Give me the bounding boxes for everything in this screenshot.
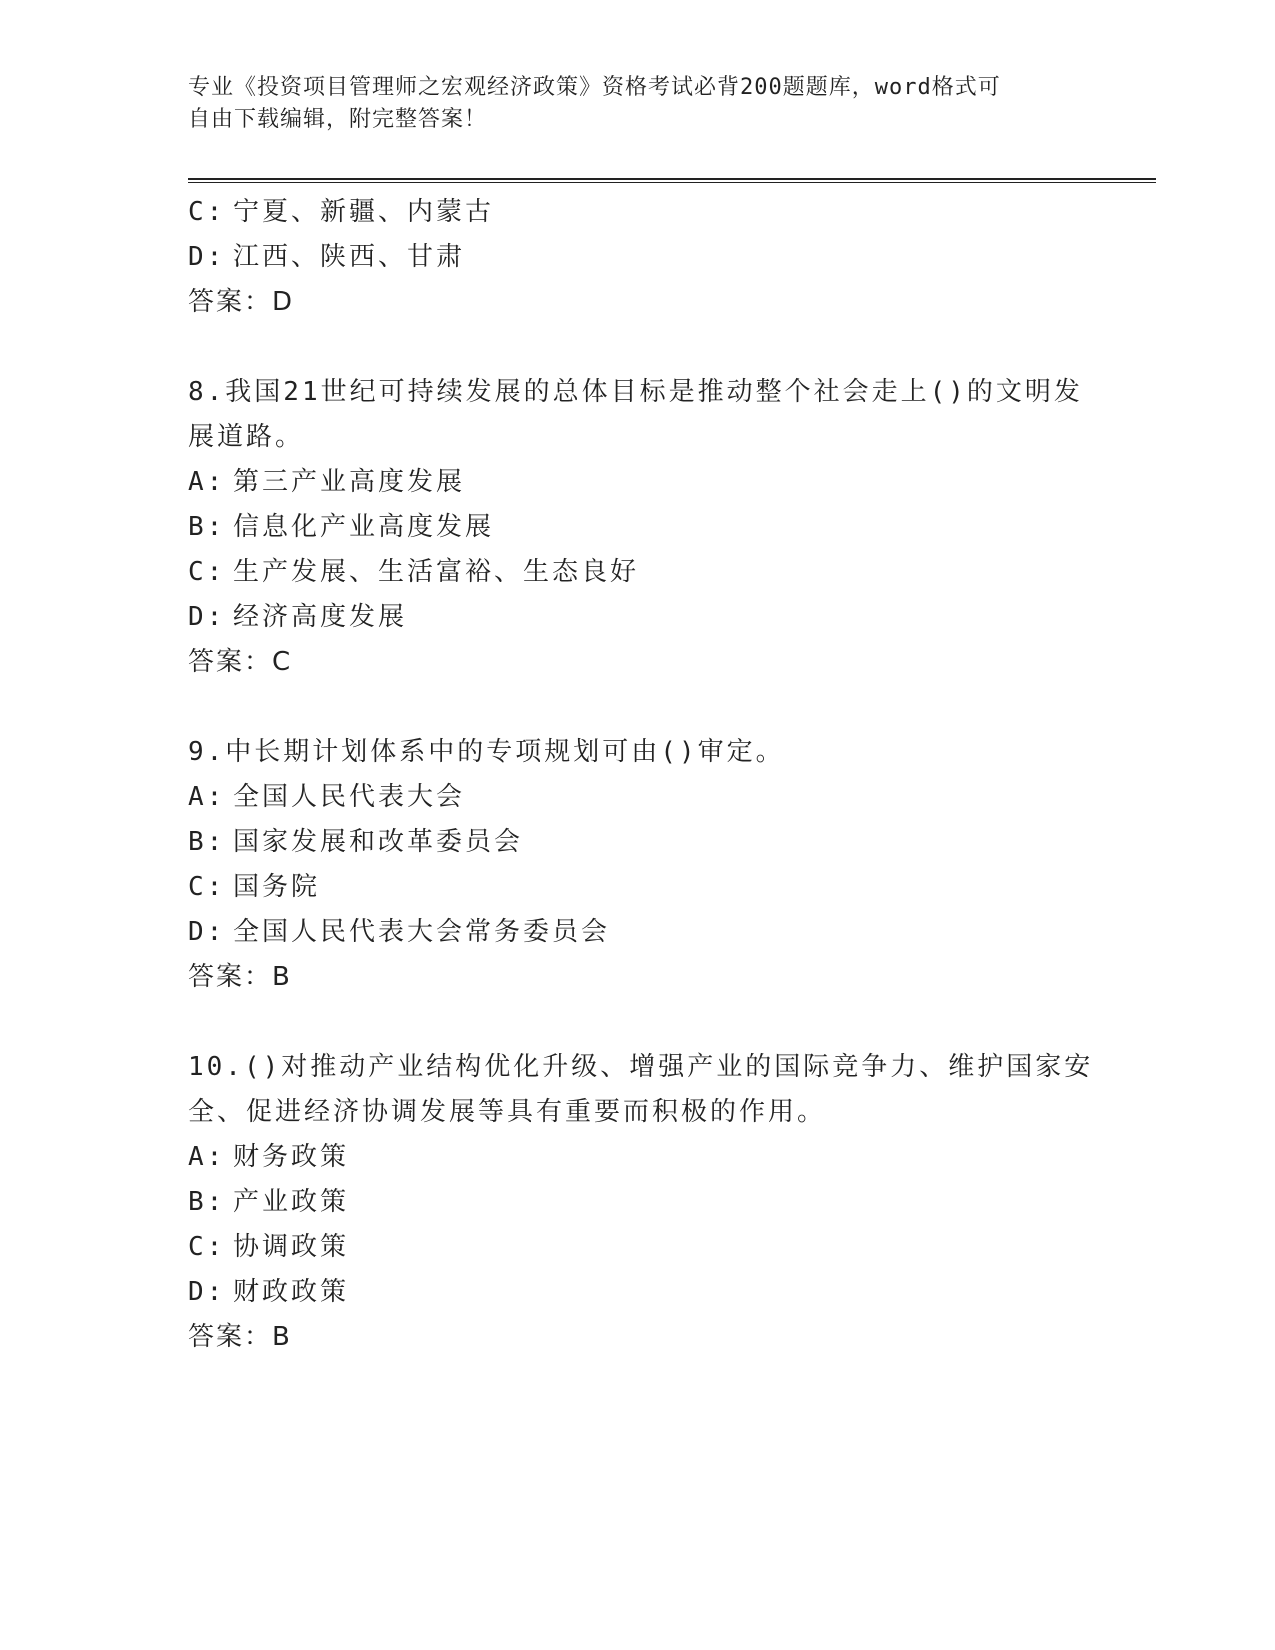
option-d	[188, 235, 1088, 280]
option-text: 宁夏、新疆、内蒙古	[233, 197, 495, 227]
option-text: 生产发展、生活富裕、生态良好	[233, 557, 640, 587]
header-line-2: 自由下载编辑，附完整答案！	[188, 107, 488, 132]
option-label: C:	[188, 1232, 226, 1262]
option-label: B:	[188, 827, 226, 857]
option-text: 信息化产业高度发展	[233, 512, 495, 542]
option-label: B:	[188, 1187, 226, 1217]
spacer	[188, 325, 1088, 370]
option-text: 全国人民代表大会常务委员会	[233, 917, 611, 947]
question-stem-line-1: 9.中长期计划体系中的专项规划可由()审定。	[188, 737, 785, 767]
option-c	[188, 190, 1088, 235]
option-text: 产业政策	[233, 1187, 350, 1217]
option-label: C:	[188, 557, 226, 587]
question-stem-line-2: 全、促进经济协调发展等具有重要而积极的作用。	[188, 1097, 827, 1127]
answer-line: 答案：B	[188, 1322, 292, 1352]
question-8	[188, 370, 1088, 685]
option-text: 国务院	[233, 872, 321, 902]
option-d	[188, 1270, 1088, 1315]
document-header	[188, 72, 1088, 136]
answer-line: 答案：D	[188, 287, 295, 317]
answer-line: 答案：B	[188, 962, 292, 992]
option-text: 全国人民代表大会	[233, 782, 466, 812]
option-label: C:	[188, 872, 226, 902]
option-c	[188, 550, 1088, 595]
header-divider-thick	[188, 178, 1156, 180]
header-divider-thin	[188, 182, 1156, 183]
question-9	[188, 730, 1088, 1000]
spacer	[188, 1000, 1088, 1045]
option-a	[188, 1135, 1088, 1180]
question-10	[188, 1045, 1094, 1360]
question-stem-line-1: 8.我国21世纪可持续发展的总体目标是推动整个社会走上()的文明发	[188, 377, 1083, 407]
option-label: D:	[188, 602, 226, 632]
option-text: 财政政策	[233, 1277, 350, 1307]
question-list	[188, 190, 1094, 1360]
question-stem-line-1: 10.()对推动产业结构优化升级、增强产业的国际竞争力、维护国家安	[188, 1052, 1094, 1082]
option-a	[188, 460, 1088, 505]
option-label: B:	[188, 512, 226, 542]
option-c	[188, 865, 1088, 910]
option-text: 财务政策	[233, 1142, 350, 1172]
option-label: D:	[188, 242, 226, 272]
option-text: 协调政策	[233, 1232, 350, 1262]
option-text: 第三产业高度发展	[233, 467, 466, 497]
option-d	[188, 595, 1088, 640]
question-7-continued	[188, 190, 1088, 325]
option-label: A:	[188, 467, 226, 497]
option-b	[188, 505, 1088, 550]
option-text: 经济高度发展	[233, 602, 408, 632]
question-stem-line-2: 展道路。	[188, 422, 305, 452]
option-text: 江西、陕西、甘肃	[233, 242, 466, 272]
option-label: C:	[188, 197, 226, 227]
option-d	[188, 910, 1088, 955]
answer-line: 答案：C	[188, 647, 293, 677]
option-text: 国家发展和改革委员会	[233, 827, 524, 857]
header-line-1: 专业《投资项目管理师之宏观经济政策》资格考试必背200题题库，word格式可	[188, 75, 1001, 100]
option-label: A:	[188, 782, 226, 812]
spacer	[188, 685, 1088, 730]
option-label: D:	[188, 917, 226, 947]
option-a	[188, 775, 1088, 820]
option-b	[188, 820, 1088, 865]
option-label: A:	[188, 1142, 226, 1172]
option-label: D:	[188, 1277, 226, 1307]
option-c	[188, 1225, 1088, 1270]
option-b	[188, 1180, 1088, 1225]
